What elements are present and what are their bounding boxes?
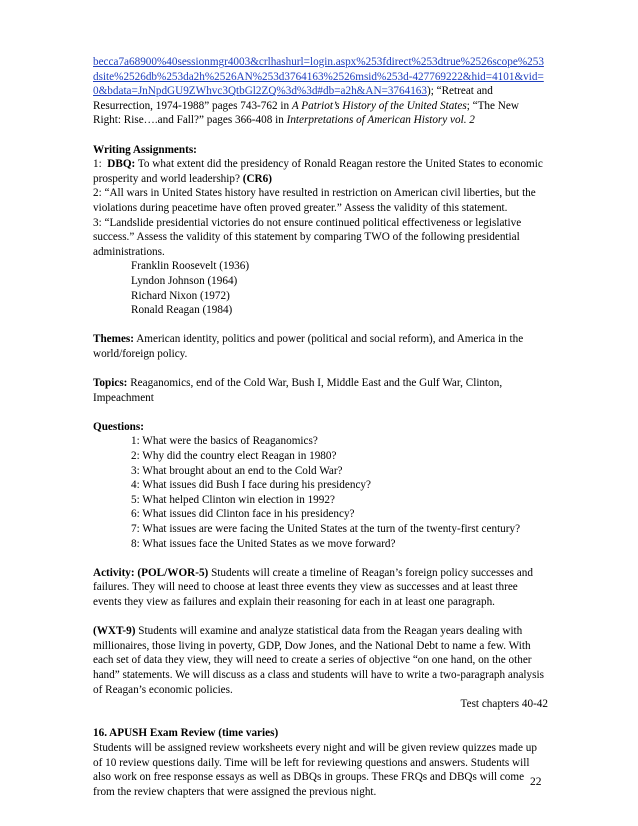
- themes-label: Themes:: [93, 333, 135, 346]
- administration-item: Franklin Roosevelt (1936): [131, 260, 250, 273]
- wxt-text: Students will examine and analyze statistical data from the Reagan years dealing with millionaires, those living in poverty, GDP, Dow Jones, and the National Debt to name a few. With each set of data they view, they will need to create a series of objective “on one hand, on the other hand” statements. We will discuss as a class and students will have to write a two-paragraph analysis of Reagan’s economic policies.: [93, 625, 544, 696]
- themes-paragraph: [93, 332, 548, 361]
- question-item: 2: Why did the country elect Reagan in 1980?: [131, 450, 337, 463]
- link-line-1[interactable]: becca7a68900%40sessionmgr4003&crlhashurl=login.aspx%253fdirect%253dtrue%2526scope: [93, 56, 518, 68]
- wxt-paragraph: [93, 624, 548, 697]
- book-title-2: Interpretations of American History vol. 2: [286, 114, 475, 127]
- cr6-code: (CR6): [242, 172, 272, 185]
- test-chapters: Test chapters 40-42: [460, 698, 548, 711]
- link-line-2[interactable]: %253dsite%2526db%253da2h%2526AN%253d3764163%2526msid%253d-: [93, 56, 544, 83]
- activity-label: Activity: (POL/WOR-5): [93, 566, 209, 579]
- exam-review-heading: 16. APUSH Exam Review (time varies): [93, 727, 279, 740]
- wxt-section: [93, 624, 548, 712]
- writing-assignments-section: [93, 143, 548, 318]
- activity-text: Students will create a timeline of Reagan’s foreign policy successes and failures. They will need to choose at least three events they view as successes and at least three events they view as failures and explain their reasoning for each in at least one paragraph.: [93, 566, 533, 608]
- assignment-3: 3: “Landslide presidential victories do not ensure continued political effectiveness or legislative success.” Assess the validity of this statement by comparing TWO of the following presidential administrations.: [93, 216, 522, 258]
- writing-assignments-heading: Writing Assignments:: [93, 143, 197, 156]
- assignment-1-text: To what extent did the presidency of Ronald Reagan restore the United States to economic prosperity and world leadership?: [93, 158, 543, 185]
- administration-item: Ronald Reagan (1984): [131, 304, 233, 317]
- topics-text: Reaganomics, end of the Cold War, Bush I, Middle East and the Gulf War, Clinton, Impeachment: [93, 377, 503, 404]
- question-item: 5: What helped Clinton win election in 1992?: [131, 493, 335, 506]
- reading-citation: [93, 55, 548, 128]
- book-title-1: A Patriot’s History of the United States: [291, 99, 467, 112]
- assignment-2: 2: “All wars in United States history have resulted in restriction on American civil liberties, but the violations during peacetime have often proved greater.” Assess the validity of this statement.: [93, 187, 536, 214]
- themes-text: American identity, politics and power (political and social reform), and America in the world/foreign policy.: [93, 333, 524, 360]
- activity-paragraph: [93, 566, 548, 610]
- topics-paragraph: [93, 376, 548, 405]
- wxt-label: (WXT-9): [93, 625, 136, 638]
- question-item: 7: What issues are were facing the United States at the turn of the twenty-first century?: [131, 523, 521, 535]
- question-item: 8: What issues face the United States as we move forward?: [131, 537, 396, 550]
- citation-text-2: ; “The New Right: Rise….and Fall?” pages 366-408 in: [93, 99, 519, 127]
- questions-section: [93, 420, 548, 551]
- administration-item: Lyndon Johnson (1964): [131, 274, 238, 287]
- exam-review-section: [93, 726, 548, 799]
- question-item: 1: What were the basics of Reaganomics?: [131, 435, 318, 448]
- topics-label: Topics:: [93, 377, 128, 390]
- citation-text-1: ); “Retreat and Resurrection, 1974-1988” pages 743-762 in: [93, 85, 493, 112]
- page-number: 22: [530, 776, 542, 788]
- assignment-1-number: 1:: [93, 158, 108, 171]
- exam-review-text: Students will be assigned review worksheets every night and will be given review quizzes made up of 10 review questions daily. Time will be left for reviewing questions and answers. Students will also work on free response essays as well as DBQs in groups. These FRQs and DBQs will come from the review chapters that were assigned the previous night.: [93, 741, 537, 798]
- question-item: 6: What issues did Clinton face in his presidency?: [131, 508, 355, 521]
- assignment-1: [93, 157, 548, 186]
- question-item: 4: What issues did Bush I face during his presidency?: [131, 479, 371, 492]
- link-line-3[interactable]: 427769222&hid=4101&vid=0&bdata=JnNpdGU9ZWhvc3QtbGl2ZQ%3d: [93, 70, 544, 98]
- dbq-label: DBQ:: [107, 158, 136, 171]
- link-line-4[interactable]: %3d#db=a2h&AN=3764163: [296, 85, 427, 98]
- administration-item: Richard Nixon (1972): [131, 289, 230, 302]
- question-item: 3: What brought about an end to the Cold War?: [131, 464, 343, 477]
- questions-heading: Questions:: [93, 420, 144, 433]
- document-page: [93, 55, 548, 799]
